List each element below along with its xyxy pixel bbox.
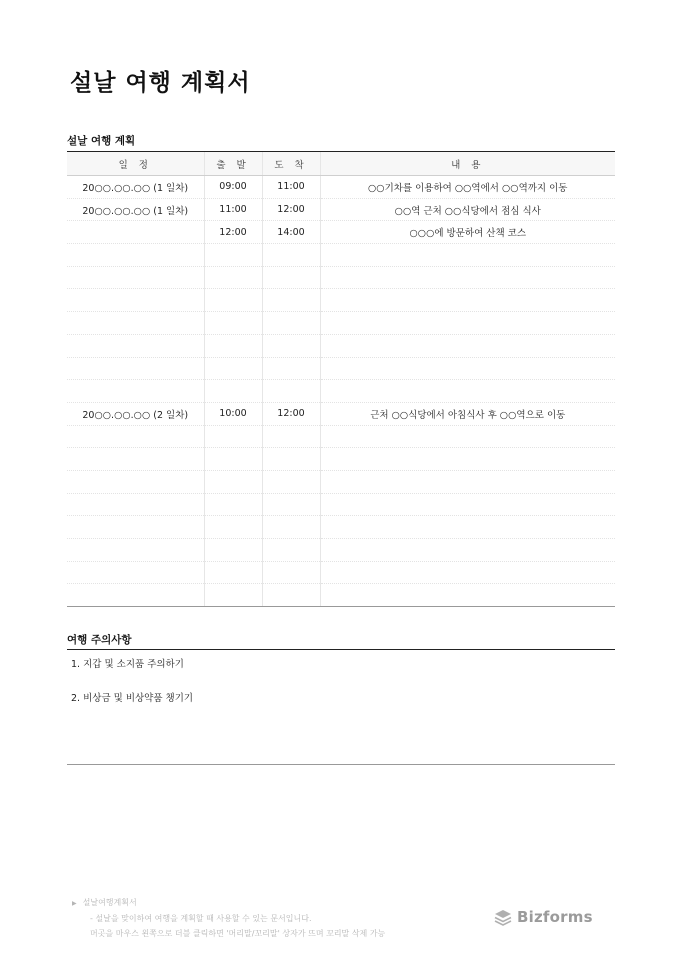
cell-schedule: [67, 425, 204, 448]
footer-instruction: 머곳을 마우스 왼쪽으로 더블 클릭하면 '머리말/꼬리말' 상자가 뜨며 꼬리말 삭제 가능: [90, 929, 386, 938]
cell-departure: 12:00: [204, 221, 262, 244]
cell-arrival: 12:00: [262, 402, 320, 425]
cell-departure: [204, 289, 262, 312]
cell-departure: [204, 266, 262, 289]
cell-content: [320, 539, 615, 562]
cell-content: [320, 561, 615, 584]
cell-schedule: [67, 244, 204, 267]
cell-departure: [204, 584, 262, 607]
cell-content: [320, 266, 615, 289]
cell-content: [320, 289, 615, 312]
table-row: [67, 470, 615, 493]
plan-section-label: 설날 여행 계획: [67, 135, 136, 147]
cell-arrival: [262, 244, 320, 267]
cell-departure: 11:00: [204, 198, 262, 221]
cell-departure: 10:00: [204, 402, 262, 425]
table-row: [67, 539, 615, 562]
cell-arrival: [262, 448, 320, 471]
cell-content: 근처 ○○식당에서 아침식사 후 ○○역으로 이동: [320, 402, 615, 425]
footer-note: [72, 895, 385, 941]
note-item: 1. 지갑 및 소지품 주의하기: [71, 659, 184, 670]
cell-arrival: [262, 289, 320, 312]
cell-content: [320, 584, 615, 607]
cell-schedule: [67, 493, 204, 516]
cell-schedule: 20○○.○○.○○ (1 일차): [67, 176, 204, 199]
table-row: [67, 312, 615, 335]
table-row: [67, 244, 615, 267]
header-content: 내 용: [320, 152, 615, 176]
table-row: [67, 266, 615, 289]
table-row: [67, 380, 615, 403]
cell-departure: [204, 561, 262, 584]
cell-schedule: [67, 561, 204, 584]
cell-content: [320, 380, 615, 403]
notes-section-label: 여행 주의사항: [67, 634, 132, 646]
cell-departure: 09:00: [204, 176, 262, 199]
table-row: [67, 198, 615, 221]
cell-departure: [204, 448, 262, 471]
table-row: [67, 334, 615, 357]
table-row: [67, 289, 615, 312]
table-row: [67, 516, 615, 539]
cell-schedule: [67, 470, 204, 493]
cell-departure: [204, 357, 262, 380]
cell-content: [320, 448, 615, 471]
cell-content: [320, 357, 615, 380]
note-item: 2. 비상금 및 비상약품 챙기기: [71, 693, 194, 704]
header-schedule: 일 정: [67, 152, 204, 176]
layers-logo-icon: [494, 909, 512, 926]
brand-logo: [494, 908, 593, 926]
cell-departure: [204, 380, 262, 403]
cell-schedule: 20○○.○○.○○ (2 일차): [67, 402, 204, 425]
table-row: [67, 584, 615, 607]
cell-content: [320, 516, 615, 539]
cell-arrival: [262, 539, 320, 562]
cell-schedule: [67, 380, 204, 403]
footer-doc-name: 설날여행계획서: [82, 898, 137, 907]
table-row: [67, 221, 615, 244]
cell-content: [320, 334, 615, 357]
cell-content: [320, 470, 615, 493]
cell-arrival: 12:00: [262, 198, 320, 221]
cell-schedule: [67, 221, 204, 244]
cell-schedule: [67, 266, 204, 289]
header-arrival: 도 착: [262, 152, 320, 176]
cell-departure: [204, 312, 262, 335]
table-row: [67, 448, 615, 471]
cell-arrival: [262, 561, 320, 584]
cell-arrival: [262, 493, 320, 516]
footer-description: - 설날을 맞이하여 여행을 계획할 때 사용할 수 있는 문서입니다.: [90, 914, 312, 923]
table-row: [67, 493, 615, 516]
brand-name: Bizforms: [517, 908, 593, 926]
cell-departure: [204, 516, 262, 539]
document-title: 설날 여행 계획서: [70, 70, 251, 96]
cell-arrival: [262, 357, 320, 380]
table-row: [67, 176, 615, 199]
cell-arrival: [262, 380, 320, 403]
cell-content: ○○역 근처 ○○식당에서 점심 식사: [320, 198, 615, 221]
cell-schedule: [67, 357, 204, 380]
cell-schedule: [67, 334, 204, 357]
cell-departure: [204, 539, 262, 562]
cell-content: [320, 425, 615, 448]
cell-schedule: [67, 516, 204, 539]
cell-departure: [204, 470, 262, 493]
table-row: [67, 561, 615, 584]
cell-schedule: 20○○.○○.○○ (1 일차): [67, 198, 204, 221]
cell-arrival: 14:00: [262, 221, 320, 244]
cell-schedule: [67, 539, 204, 562]
notes-box: [67, 649, 615, 765]
cell-departure: [204, 493, 262, 516]
table-row: [67, 402, 615, 425]
cell-schedule: [67, 312, 204, 335]
plan-table-body: [67, 176, 615, 607]
cell-content: [320, 312, 615, 335]
cell-arrival: [262, 334, 320, 357]
cell-arrival: [262, 312, 320, 335]
table-row: [67, 357, 615, 380]
cell-departure: [204, 334, 262, 357]
cell-arrival: [262, 266, 320, 289]
table-row: [67, 425, 615, 448]
cell-schedule: [67, 448, 204, 471]
table-header-row: [67, 152, 615, 176]
cell-arrival: [262, 516, 320, 539]
triangle-bullet-icon: ▶: [72, 900, 77, 907]
cell-schedule: [67, 289, 204, 312]
header-departure: 출 발: [204, 152, 262, 176]
cell-departure: [204, 244, 262, 267]
cell-arrival: 11:00: [262, 176, 320, 199]
cell-content: ○○기차를 이용하여 ○○역에서 ○○역까지 이동: [320, 176, 615, 199]
cell-arrival: [262, 584, 320, 607]
cell-arrival: [262, 470, 320, 493]
cell-departure: [204, 425, 262, 448]
cell-arrival: [262, 425, 320, 448]
travel-plan-table: [67, 151, 615, 607]
cell-content: [320, 244, 615, 267]
cell-content: ○○○에 방문하여 산책 코스: [320, 221, 615, 244]
cell-schedule: [67, 584, 204, 607]
cell-content: [320, 493, 615, 516]
